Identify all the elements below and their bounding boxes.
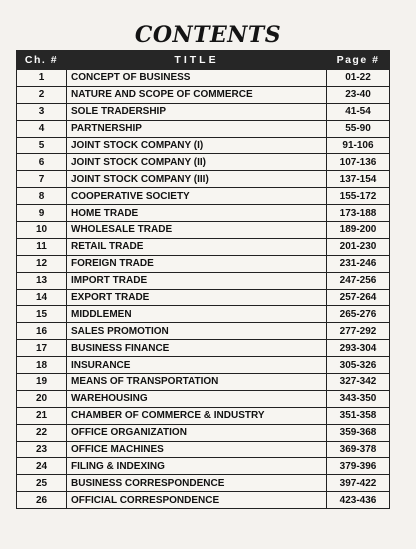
chapter-number-cell: 21 xyxy=(17,407,67,424)
page-range-cell: 257-264 xyxy=(327,289,390,306)
chapter-number-cell: 19 xyxy=(17,374,67,391)
table-row xyxy=(17,86,390,103)
table-row xyxy=(17,70,390,87)
chapter-number-cell: 22 xyxy=(17,424,67,441)
page-range-cell: 107-136 xyxy=(327,154,390,171)
chapter-number-cell: 6 xyxy=(17,154,67,171)
page-range-cell: 379-396 xyxy=(327,458,390,475)
chapter-title-cell: WAREHOUSING xyxy=(67,390,327,407)
page-range-cell: 91-106 xyxy=(327,137,390,154)
page-range-cell: 41-54 xyxy=(327,103,390,120)
chapter-number-cell: 23 xyxy=(17,441,67,458)
chapter-number-cell: 26 xyxy=(17,492,67,509)
chapter-title-cell: OFFICE ORGANIZATION xyxy=(67,424,327,441)
chapter-number-cell: 11 xyxy=(17,238,67,255)
table-row xyxy=(17,103,390,120)
table-header-row xyxy=(17,51,390,70)
table-row xyxy=(17,272,390,289)
chapter-title-cell: JOINT STOCK COMPANY (I) xyxy=(67,137,327,154)
chapter-number-cell: 3 xyxy=(17,103,67,120)
table-row xyxy=(17,188,390,205)
chapter-title-cell: FOREIGN TRADE xyxy=(67,255,327,272)
table-row xyxy=(17,390,390,407)
chapter-title-cell: OFFICE MACHINES xyxy=(67,441,327,458)
chapter-number-cell: 8 xyxy=(17,188,67,205)
chapter-number-cell: 14 xyxy=(17,289,67,306)
page-range-cell: 201-230 xyxy=(327,238,390,255)
chapter-number-cell: 18 xyxy=(17,357,67,374)
chapter-number-cell: 25 xyxy=(17,475,67,492)
chapter-title-cell: IMPORT TRADE xyxy=(67,272,327,289)
chapter-number-cell: 5 xyxy=(17,137,67,154)
page-title: CONTENTS xyxy=(134,22,282,48)
page-range-cell: 359-368 xyxy=(327,424,390,441)
table-row xyxy=(17,475,390,492)
chapter-title-cell: INSURANCE xyxy=(67,357,327,374)
chapter-title-cell: BUSINESS CORRESPONDENCE xyxy=(67,475,327,492)
page-range-cell: 369-378 xyxy=(327,441,390,458)
table-row xyxy=(17,323,390,340)
page-range-cell: 247-256 xyxy=(327,272,390,289)
chapter-number-cell: 10 xyxy=(17,222,67,239)
table-row xyxy=(17,306,390,323)
chapter-title-cell: MIDDLEMEN xyxy=(67,306,327,323)
page-range-cell: 327-342 xyxy=(327,374,390,391)
table-row xyxy=(17,171,390,188)
chapter-title-cell: SALES PROMOTION xyxy=(67,323,327,340)
chapter-title-cell: CHAMBER OF COMMERCE & INDUSTRY xyxy=(67,407,327,424)
chapter-number-cell: 2 xyxy=(17,86,67,103)
chapter-title-cell: EXPORT TRADE xyxy=(67,289,327,306)
page-range-cell: 293-304 xyxy=(327,340,390,357)
page-range-cell: 189-200 xyxy=(327,222,390,239)
chapter-title-cell: CONCEPT OF BUSINESS xyxy=(67,70,327,87)
table-row xyxy=(17,255,390,272)
chapter-title-cell: WHOLESALE TRADE xyxy=(67,222,327,239)
table-row xyxy=(17,407,390,424)
page-range-cell: 55-90 xyxy=(327,120,390,137)
chapter-number-cell: 13 xyxy=(17,272,67,289)
table-row xyxy=(17,154,390,171)
page-range-cell: 277-292 xyxy=(327,323,390,340)
page-range-cell: 305-326 xyxy=(327,357,390,374)
table-row xyxy=(17,205,390,222)
table-row xyxy=(17,357,390,374)
chapter-title-cell: JOINT STOCK COMPANY (II) xyxy=(67,154,327,171)
chapter-title-cell: MEANS OF TRANSPORTATION xyxy=(67,374,327,391)
chapter-number-cell: 1 xyxy=(17,70,67,87)
page-range-cell: 265-276 xyxy=(327,306,390,323)
page-range-cell: 137-154 xyxy=(327,171,390,188)
chapter-number-cell: 12 xyxy=(17,255,67,272)
chapter-title-cell: HOME TRADE xyxy=(67,205,327,222)
chapter-title-cell: SOLE TRADERSHIP xyxy=(67,103,327,120)
contents-table-body xyxy=(17,70,390,509)
chapter-title-cell: OFFICIAL CORRESPONDENCE xyxy=(67,492,327,509)
table-row xyxy=(17,222,390,239)
page-range-cell: 231-246 xyxy=(327,255,390,272)
chapter-title-cell: NATURE AND SCOPE OF COMMERCE xyxy=(67,86,327,103)
chapter-title-cell: RETAIL TRADE xyxy=(67,238,327,255)
column-header-title: TITLE xyxy=(67,51,327,70)
chapter-number-cell: 9 xyxy=(17,205,67,222)
page-range-cell: 343-350 xyxy=(327,390,390,407)
chapter-number-cell: 7 xyxy=(17,171,67,188)
page-range-cell: 397-422 xyxy=(327,475,390,492)
chapter-number-cell: 16 xyxy=(17,323,67,340)
table-row xyxy=(17,424,390,441)
column-header-chapter: Ch. # xyxy=(17,51,67,70)
page-range-cell: 155-172 xyxy=(327,188,390,205)
table-row xyxy=(17,289,390,306)
column-header-page: Page # xyxy=(327,51,390,70)
page-range-cell: 173-188 xyxy=(327,205,390,222)
table-row xyxy=(17,374,390,391)
chapter-title-cell: FILING & INDEXING xyxy=(67,458,327,475)
table-row xyxy=(17,441,390,458)
table-row xyxy=(17,458,390,475)
page-range-cell: 01-22 xyxy=(327,70,390,87)
chapter-title-cell: PARTNERSHIP xyxy=(67,120,327,137)
chapter-title-cell: BUSINESS FINANCE xyxy=(67,340,327,357)
chapter-number-cell: 4 xyxy=(17,120,67,137)
contents-table xyxy=(16,50,390,509)
chapter-number-cell: 17 xyxy=(17,340,67,357)
page-range-cell: 351-358 xyxy=(327,407,390,424)
table-row xyxy=(17,137,390,154)
chapter-number-cell: 20 xyxy=(17,390,67,407)
chapter-title-cell: JOINT STOCK COMPANY (III) xyxy=(67,171,327,188)
table-row xyxy=(17,340,390,357)
table-row xyxy=(17,492,390,509)
page-range-cell: 23-40 xyxy=(327,86,390,103)
table-row xyxy=(17,120,390,137)
chapter-title-cell: COOPERATIVE SOCIETY xyxy=(67,188,327,205)
table-row xyxy=(17,238,390,255)
chapter-number-cell: 15 xyxy=(17,306,67,323)
page-range-cell: 423-436 xyxy=(327,492,390,509)
chapter-number-cell: 24 xyxy=(17,458,67,475)
